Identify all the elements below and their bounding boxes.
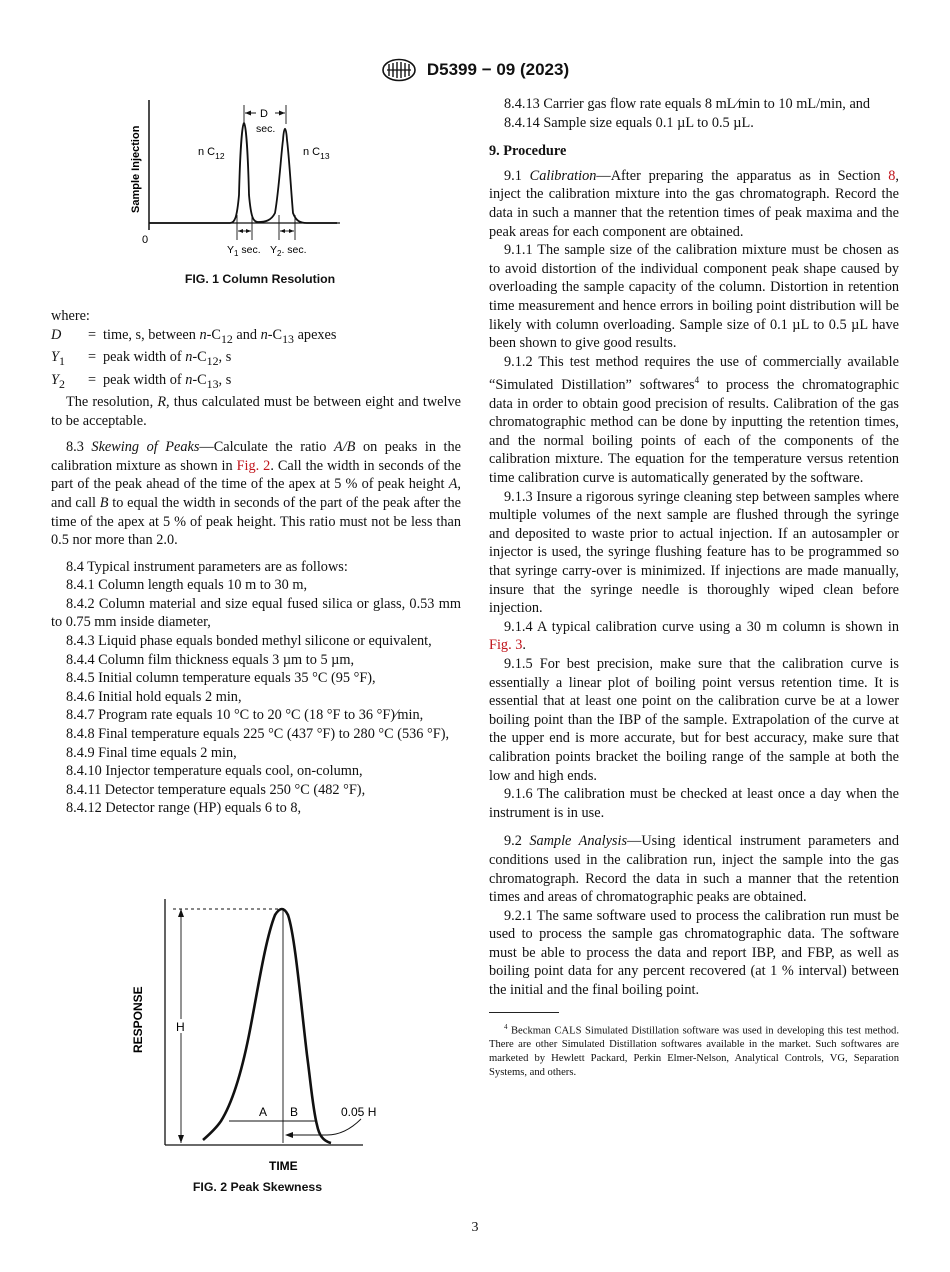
right-column bbox=[489, 95, 899, 1079]
figure-2 bbox=[125, 895, 390, 1194]
fig1-d-sec: sec. bbox=[256, 123, 276, 135]
fig1-chart bbox=[125, 95, 395, 265]
left-column bbox=[51, 307, 461, 818]
fig2-ylabel: RESPONSE bbox=[131, 986, 145, 1053]
section-9-1-6: 9.1.6 The calibration must be checked at least once a day when the instrument is in use. bbox=[489, 786, 899, 821]
page-header bbox=[0, 58, 950, 82]
fig2-chart bbox=[125, 895, 390, 1177]
section-8-3: 8.3 Skewing of Peaks—Calculate the ratio A/B on peaks in the calibration mixture as shown in Fig. 2. Call the width in seconds of the part of the peak ahead of the time of the apex at 5 % of peak height A, and call B to equal the width in seconds of the part of the peak after the time of the apex at 5 % of peak height. This ratio must not be less than 0.5 nor more than 2.0. bbox=[51, 439, 462, 549]
param-line: 8.4.1 Column length equals 10 m to 30 m, bbox=[66, 577, 308, 594]
fig1-zero: 0 bbox=[142, 234, 149, 246]
param-line: 8.4.2 Column material and size equal fused silica or glass, 0.53 mm to 0.75 mm inside diameter, bbox=[51, 595, 461, 631]
section-9-1-3: 9.1.3 Insure a rigorous syringe cleaning step between samples where multiple volumes of the next sample are flushed through the syringe and deposited to waste prior to actual injection. If an autosampler or injector is used, the syringe flushing feature has to be programmed so that syringe carry-over is minimized. If injections are made manually, insure that the syringe needle is thoroughly wiped clean before injection. bbox=[489, 488, 899, 617]
param-line: 8.4.6 Initial hold equals 2 min, bbox=[66, 688, 242, 705]
param-line: 8.4 Typical instrument parameters are as follows: bbox=[66, 558, 348, 575]
param-line: 8.4.3 Liquid phase equals bonded methyl silicone or equivalent, bbox=[66, 633, 432, 650]
section-9-1-5: 9.1.5 For best precision, make sure that the calibration curve is essentially a linear plot of boiling point versus retention time. It is essential that at least one point on the calibration curve be at a lower boiling point than the IBP of the sample. Extrapolation of the curve at the upper end is more accurate, but for best accuracy, make sure that calibration points bracket the boiling range of the sample at both the low and high ends. bbox=[489, 655, 899, 784]
where-row: $Y_2$ = peak width of $n-C_{13}$, s bbox=[51, 371, 232, 391]
fig2-a-label: A bbox=[259, 1105, 268, 1119]
section-8-link[interactable]: 8 bbox=[888, 167, 896, 184]
section-9-2-1: 9.2.1 The same software used to process the calibration run must be used to process the sample gas chromatographic data. The software must be able to process the data and report IBP, and FBP, as well as boiling point data for any percent recovered (at 1 % interval) between the initial and the final boiling point. bbox=[489, 907, 899, 999]
fig1-trace bbox=[149, 123, 337, 223]
param-line: 8.4.9 Final time equals 2 min, bbox=[66, 744, 237, 761]
fig1-caption: FIG. 1 Column Resolution bbox=[184, 272, 336, 286]
fig2-link[interactable]: Fig. 2 bbox=[236, 457, 271, 474]
fig2-caption: FIG. 2 Peak Skewness bbox=[192, 1180, 323, 1194]
section-9-1-1: 9.1.1 The sample size of the calibration mixture must be chosen as to avoid distortion of the individual component peak shape caused by overloading the sample capacity of the column. Distortion in retention time measurement and hence errors in boiling point distribution will be likely with column overloading. Sample size of 0.1 µL to 0.5 µL have been shown to give good results. bbox=[489, 242, 899, 352]
fig1-peak2-label: n $C_{13}$ bbox=[303, 146, 330, 161]
figure-1 bbox=[125, 95, 395, 286]
fig2-b-label: B bbox=[290, 1105, 299, 1119]
fig2-h-label: H bbox=[176, 1020, 185, 1034]
page-number: 3 bbox=[471, 1220, 479, 1235]
procedure-heading: 9. Procedure bbox=[489, 143, 567, 160]
where-intro: where: bbox=[51, 308, 90, 324]
section-9-1: 9.1 Calibration—After preparing the apparatus as in Section 8, inject the calibration mixture into the gas chromatograph. Record the data in such a manner that the retention times of peak maxima and the peak areas for each component are obtained. bbox=[489, 167, 899, 240]
standard-designation: D5399 − 09 (2023) bbox=[426, 60, 570, 79]
section-9-1-4: 9.1.4 A typical calibration curve using a 30 m column is shown in Fig. 3. bbox=[489, 618, 899, 654]
param-line: 8.4.5 Initial column temperature equals 35 °C (95 °F), bbox=[66, 670, 376, 687]
fig1-ylabel: Sample Injection bbox=[130, 125, 142, 213]
resolution-paragraph: The resolution, R, thus calculated must be between eight and twelve to be acceptable. bbox=[51, 393, 461, 429]
param-line: 8.4.4 Column film thickness equals 3 µm to 5 µm, bbox=[66, 651, 355, 668]
fig1-d-label: D bbox=[260, 108, 268, 120]
fig1-peak1-label: n $C_{12}$ bbox=[198, 146, 225, 161]
fig1-y2-label: $Y_2$. sec. bbox=[270, 244, 307, 258]
param-line: 8.4.7 Program rate equals 10 °C to 20 °C (18 °F to 36 °F)⁄min, bbox=[66, 707, 424, 724]
fig2-annotation: 0.05 H bbox=[341, 1105, 377, 1119]
param-line: 8.4.13 Carrier gas flow rate equals 8 mL⁄min to 10 mL/min, and bbox=[504, 96, 871, 112]
param-line: 8.4.8 Final temperature equals 225 °C (437 °F) to 280 °C (536 °F), bbox=[66, 726, 450, 743]
param-line: 8.4.12 Detector range (HP) equals 6 to 8, bbox=[66, 800, 302, 817]
where-table bbox=[51, 326, 336, 393]
param-line: 8.4.10 Injector temperature equals cool, on-column, bbox=[66, 763, 363, 780]
fig3-link[interactable]: Fig. 3 bbox=[489, 637, 523, 654]
footnote-rule bbox=[489, 1012, 559, 1013]
where-row: $Y_1$ = peak width of $n-C_{12}$, s bbox=[51, 349, 232, 368]
section-9-1-2: 9.1.2 This test method requires the use of commercially available “Simulated Distillation” softwares$^4$ to process the chromatographic data in order to obtain good precision of results. Calibration of the gas chromatographic method can be done by inputting the retention times, and the normal boiling points of each of the components of the calibration mixture. The equation for the temperature versus retention time calibration curve is automatically generated by the software. bbox=[489, 353, 899, 487]
astm-logo-icon bbox=[381, 58, 417, 82]
param-line: 8.4.14 Sample size equals 0.1 µL to 0.5 µL. bbox=[504, 114, 754, 131]
footnote: $^4$ Beckman CALS Simulated Distillation software was used in developing this test method. There are other Simulated Distillation softwares available in the market. Such softwares are marketed by Hewlett Packard, Perkin Elmer-Nelson, Analytical Controls, VG, Separation Systems, and others. bbox=[489, 1022, 899, 1078]
fig1-y1-label: $Y_1$ sec. bbox=[227, 244, 261, 258]
param-line: 8.4.11 Detector temperature equals 250 °C (482 °F), bbox=[66, 781, 366, 798]
section-9-2: 9.2 Sample Analysis—Using identical instrument parameters and conditions used in the calibration run, inject the sample into the gas chromatograph. Record the data in such a manner that the retention times and areas of chromatographic peaks are obtained. bbox=[489, 833, 899, 906]
where-row: D = time, s, between $n-C_{12}$ and $n-C_{13}$ apexes bbox=[51, 326, 337, 346]
fig2-xlabel: TIME bbox=[269, 1159, 298, 1173]
